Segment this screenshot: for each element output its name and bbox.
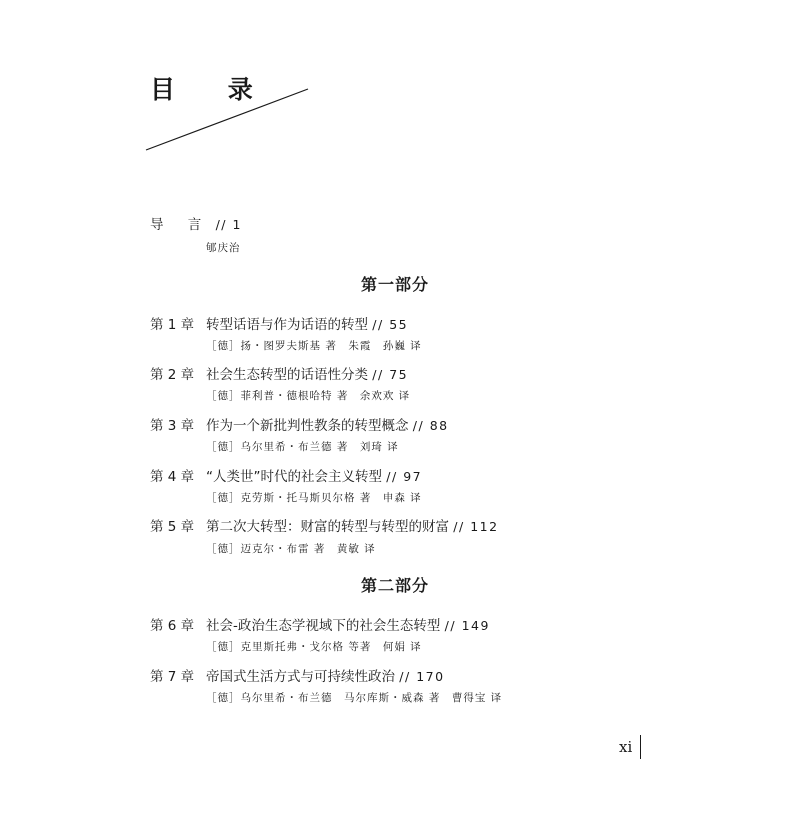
chapter-authors: ［德］菲利普・德根哈特 著 余欢欢 译 (206, 390, 411, 402)
chapter-page: // 88 (412, 418, 449, 433)
part-heading-2: 第二部分 (360, 576, 429, 595)
chapter-authors: ［德］迈克尔・布雷 著 黄敏 译 (206, 543, 376, 555)
folio-rule (640, 735, 641, 759)
chapter-number: 第 6 章 (150, 618, 195, 634)
page-title: 目 录 (150, 75, 275, 104)
chapter-number: 第 7 章 (150, 669, 195, 685)
chapter-number: 第 2 章 (150, 367, 195, 383)
chapter-title: 作为一个新批判性教条的转型概念 (206, 418, 409, 434)
chapter-page: // 75 (372, 367, 409, 382)
toc-entry-chapter-4[interactable] (150, 465, 422, 485)
chapter-title: 第二次大转型：财富的转型与转型的财富 (206, 519, 449, 535)
chapter-title: 社会生态转型的话语性分类 (206, 367, 368, 383)
toc-entry-chapter-2[interactable] (150, 363, 408, 383)
toc-entry-chapter-6[interactable] (150, 614, 490, 634)
chapter-page: // 55 (372, 317, 409, 332)
toc-entry-chapter-7[interactable] (150, 665, 445, 685)
chapter-title: “人类世”时代的社会主义转型 (206, 469, 382, 485)
chapter-authors: ［德］克里斯托弗・戈尔格 等著 何娟 译 (206, 641, 422, 653)
toc-entry-chapter-1[interactable] (150, 313, 408, 333)
chapter-authors: ［德］乌尔里希・布兰德 著 刘琦 译 (206, 441, 399, 453)
toc-entry-chapter-3[interactable] (150, 414, 449, 434)
chapter-number: 第 4 章 (150, 469, 195, 485)
toc-entry-chapter-5[interactable] (150, 515, 499, 535)
chapter-number: 第 3 章 (150, 418, 195, 434)
chapter-page: // 170 (399, 669, 445, 684)
chapter-authors: ［德］乌尔里希・布兰德 马尔库斯・威森 著 曹得宝 译 (206, 692, 503, 704)
introduction-author: 郇庆治 (206, 242, 241, 254)
introduction-title: 导 言 (150, 217, 212, 233)
part-heading-1: 第一部分 (360, 275, 429, 294)
chapter-title: 帝国式生活方式与可持续性政治 (206, 669, 395, 685)
chapter-page: // 97 (386, 469, 423, 484)
chapter-title: 转型话语与作为话语的转型 (206, 317, 368, 333)
toc-entry-introduction[interactable] (150, 213, 242, 233)
chapter-authors: ［德］扬・图罗夫斯基 著 朱霞 孙巍 译 (206, 340, 422, 352)
chapter-page: // 149 (444, 618, 490, 633)
chapter-number: 第 5 章 (150, 519, 195, 535)
introduction-page: // 1 (215, 217, 242, 232)
chapter-title: 社会-政治生态学视域下的社会生态转型 (206, 618, 441, 634)
chapter-authors: ［德］克劳斯・托马斯贝尔格 著 申森 译 (206, 492, 422, 504)
chapter-page: // 112 (453, 519, 499, 534)
page-number: xi (619, 738, 633, 756)
chapter-number: 第 1 章 (150, 317, 195, 333)
